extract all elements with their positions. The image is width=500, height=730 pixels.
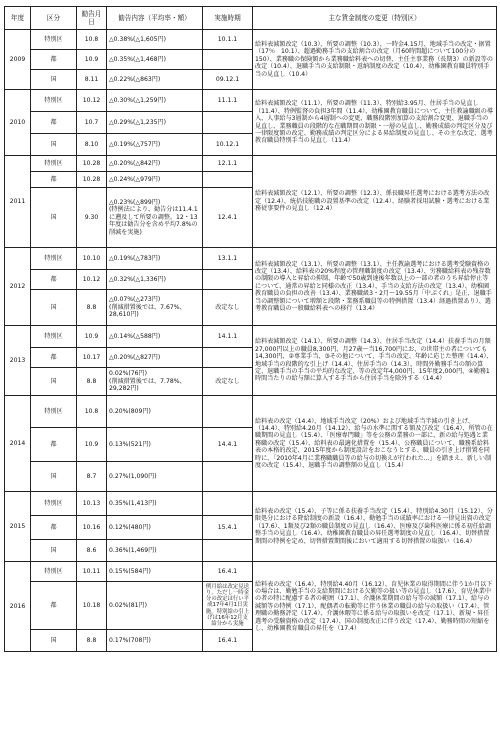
year-cell: 2010 [5,90,31,156]
kubun-cell: 国 [31,540,77,562]
kankoku-date-cell: 10.9 [77,428,107,462]
kankoku-content-cell: △0.20%(△842円) [107,156,203,172]
year-cell: 2009 [5,30,31,90]
changes-cell: 給料表減額改定（11.1）、所要の調整（11.3）、特別給3.95月、住居手当の見直し（11.4）、特例監督の負担3年間（11.4）、幼稚園教育職員について、主任教諭職級の導入、人事給与3層制から4層制への変更、職務段階別加算の支給割合変更、退職手当の見直し、業務職員の段階的な在職期間の制限・一層の見直し、勤務成績の判定区分及び一律限度額の改定、勤務成績の判定区分による昇給制度の見直し、その主な改定、選考教育職員特別手当の見直し（11.4） [253,90,497,156]
changes-cell: 給料表の改定（14.4）、地域手当改定（20%）および地域手当半減の引き上げ、（14.4）、特別給4.20月（14.12）、給与の水準に関する額及び改定（16.4）、所管の在職期間の見直し（15.4）、「医療専門職」等を公務の業務の一部に、新の給与処遇と業務職の改定（15.4）、給料表の最適化措置を（15.4）、公務職員について、職務系給料表の本格的改定、2015年度から制度設計をおこなうとする、職員の引き上げ措置を同時に、「2010年4月に業務職職員等の給与の切換えが行われた…」を踏まえ、新しい制度の改定（15.4）、退職手当の調整額の見直し（15.4） [253,396,497,492]
kubun-cell: 特別区 [31,90,77,112]
kankoku-content-cell: △0.23%(△899円) (特例法により、勧告分は11.4.1に遡及して所要の調整。12・13年度は勧告分を含め平均7.8%の削減を実施) [107,188,203,248]
kankoku-content-cell: 0.02%(76円) (削減措置後では、7.78%、29,282円) [107,368,203,396]
header-changes: 主な賃金制度の変更（特別区） [253,7,497,30]
implementation-cell: 15.4.1 [203,516,253,540]
kankoku-date-cell: 9.30 [77,188,107,248]
kubun-cell: 都 [31,112,77,134]
table-row [5,248,497,270]
kankoku-content-cell: △0.24%(△979円) [107,172,203,188]
year-cell: 2016 [5,562,31,652]
kankoku-content-cell: 0.12%(480円) [107,516,203,540]
kubun-cell: 都 [31,348,77,368]
kankoku-date-cell: 8.8 [77,290,107,326]
implementation-cell: 10.12.1 [203,134,253,156]
kubun-cell: 特別区 [31,156,77,172]
kankoku-date-cell: 10.13 [77,492,107,516]
header-row [5,7,497,30]
year-cell: 2014 [5,396,31,492]
kankoku-date-cell: 10.16 [77,516,107,540]
kubun-cell: 特別区 [31,396,77,428]
table-row [5,30,497,50]
kubun-cell: 特別区 [31,30,77,50]
kankoku-date-cell: 10.8 [77,30,107,50]
kankoku-content-cell: 0.20%(809円) [107,396,203,428]
kankoku-date-cell: 10.28 [77,156,107,172]
kubun-cell: 都 [31,270,77,290]
implementation-cell: 14.1.1 [203,326,253,348]
table-row [5,156,497,172]
kankoku-content-cell: 0.17%(708円) [107,630,203,652]
kubun-cell: 国 [31,134,77,156]
kubun-cell: 国 [31,462,77,492]
kankoku-content-cell: △0.07%(△273円) (削減措置後では、7.67%、28,610円) [107,290,203,326]
kankoku-date-cell: 10.9 [77,326,107,348]
changes-cell: 給料表減額改定（13.1）、所要の調整（13.1）、主任教諭選考における選考受験資格の改定（13.4）、給料表の20%程度の管理職制度の改定（13.4）、労務職給料表の残存数の制限の導入と昇給の抑制、年齢で50歳到達後年数以上の一部の者のうち昇給停止等について、通常の昇給と同様の改正（13.4）、手当の支給方法の改定（13.4）、幼稚園教育職員の負担の改善（13.4）、業務職級3・2月～19.55月「中ぷくれ」是正、退職手当の調整額について増額と段階・業務系職員等の特例措置（13.4）経過措置あり）、選考教育職員の一般職給料表への移行（13.4） [253,248,497,326]
implementation-cell: 10.1.1 [203,30,253,50]
kankoku-date-cell: 10.9 [77,50,107,70]
kankoku-date-cell: 8.7 [77,462,107,492]
changes-cell: 給料表の改定（15.4）、子等に係る扶養手当改定（15.4）、特別給4.30月（15.12）、分限処分における降給制度の新設（16.4）、勤勉手当の成績率における一律見出資の改定（17.6）、1類及び2類の職員制度の見直し（16.4）、医療及び歯科医療に係る初任給調整手当の見直し（16.4）、幼稚園教育職員の昇任選考制度の見直し（16.4）、切替措置期間の特例を定め、切替措置期間後において適用する切替措置の取扱い（16.4） [253,492,497,562]
kubun-cell: 都 [31,582,77,630]
kankoku-date-cell: 10.11 [77,562,107,582]
year-cell: 2012 [5,248,31,326]
kankoku-date-cell: 10.12 [77,90,107,112]
kankoku-content-cell: △0.29%(△1,235円) [107,112,203,134]
kankoku-date-cell: 8.6 [77,540,107,562]
kankoku-content-cell: △0.22%(△863円) [107,70,203,90]
kankoku-content-cell: 0.35%(1,413円) [107,492,203,516]
kankoku-content-cell: △0.38%(△1,605円) [107,30,203,50]
year-cell: 2011 [5,156,31,248]
implementation-cell: 改定なし [203,368,253,396]
kankoku-date-cell: 8.10 [77,134,107,156]
kubun-cell: 都 [31,428,77,462]
header-kubun: 区分 [31,7,77,30]
header-implementation: 実施時期 [203,7,253,30]
kubun-cell: 国 [31,368,77,396]
kankoku-date-cell: 8.8 [77,368,107,396]
implementation-cell [203,540,253,562]
implementation-cell: 12.4.1 [203,188,253,248]
kankoku-content-cell: 0.36%(1,469円) [107,540,203,562]
implementation-cell: 09.12.1 [203,70,253,90]
kankoku-date-cell: 10.17 [77,348,107,368]
changes-cell: 給料表減額改定（10.3）、所要の調整（10.3）、一時金4.15月、地域手当の改定・据置（17％ 10.1）、超過勤務手当の支給割合の改定（月60時間超について100分の150）、業務職の保険額から業務職給料表への切替、主任主事業務（長期3）の新設等の改定（10.4）、退職手当の支給制限・返納制度の改定（10.4）、幼稚園教育職員特別手当の見直し（10.4） [253,30,497,90]
kubun-cell: 都 [31,50,77,70]
table-row [5,562,497,582]
kankoku-date-cell: 10.8 [77,396,107,428]
kankoku-content-cell: 0.27%(1,090円) [107,462,203,492]
table-row [5,90,497,112]
kankoku-date-cell: 8.8 [77,630,107,652]
kubun-cell: 国 [31,290,77,326]
implementation-cell: 14.4.1 [203,428,253,462]
implementation-cell: 改定なし [203,290,253,326]
implementation-cell: 13.1.1 [203,248,253,270]
implementation-cell [203,348,253,368]
table-row [5,492,497,516]
implementation-cell: 16.4.1 [203,562,253,582]
implementation-cell: 16.4.1 [203,630,253,652]
kankoku-date-cell: 10.18 [77,582,107,630]
implementation-cell: 12.1.1 [203,156,253,172]
kankoku-content-cell: △0.35%(△1,468円) [107,50,203,70]
table-body [5,30,497,652]
kankoku-content-cell: △0.32%(△1,336円) [107,270,203,290]
kubun-cell: 国 [31,70,77,90]
year-cell: 2015 [5,492,31,562]
kubun-cell: 特別区 [31,562,77,582]
kubun-cell: 国 [31,630,77,652]
header-kankoku-date: 勧告月日 [77,7,107,30]
implementation-cell [203,50,253,70]
kankoku-content-cell: 0.02%(81円) [107,582,203,630]
kubun-cell: 都 [31,172,77,188]
changes-cell: 給料表減額改定（14.1）、所要の調整（14.3）、住居手当改定（14.4）扶養手当の月額27,000円以上の職員8,300円、月27歳～当16,700円にお、の世帯主の者についても14,300円、②専業手当、③その他について、手当の改定、年齢に応じた整理（14.4）、地域手当の段階的な引上げ（14.4）、住居手当の（14.3）、時間外勤務手当の額の算定、退職手当の手当の平均的な改定、等の改定年4,000円、15年度2,000円、④勤務1時間当たりの給与額に算入する手当から住居手当を除外する（14.4） [253,326,497,396]
table-row [5,396,497,428]
kankoku-date-cell: 10.7 [77,112,107,134]
implementation-cell: 例月給は改定見送り。ただし一時金分の改定は行い平成17年4月1日実施。特別給の引上げは16年12月支給分から実施 [203,582,253,630]
kankoku-date-cell: 8.11 [77,70,107,90]
kubun-cell: 特別区 [31,248,77,270]
implementation-cell [203,270,253,290]
kubun-cell: 特別区 [31,492,77,516]
kankoku-date-cell: 10.28 [77,172,107,188]
kubun-cell: 国 [31,188,77,248]
kankoku-content-cell: 0.13%(521円) [107,428,203,462]
header-year: 年度 [5,7,31,30]
implementation-cell [203,462,253,492]
implementation-cell: 11.1.1 [203,90,253,112]
changes-cell: 給料表減額改定（12.1）、所要の調整（12.3）、係長職昇任選考における選考方法の改定（12.4）、統括技能職の設置基準の改定（12.4）、経験者採用試験・選考における業務従事要件の見直し（12.4） [253,156,497,248]
kankoku-content-cell: 0.15%(584円) [107,562,203,582]
kankoku-content-cell: △0.20%(△827円) [107,348,203,368]
kankoku-content-cell: △0.14%(△588円) [107,326,203,348]
year-cell: 2013 [5,326,31,396]
implementation-cell [203,396,253,428]
kankoku-date-cell: 10.12 [77,270,107,290]
kankoku-content-cell: △0.19%(△757円) [107,134,203,156]
wage-history-table [4,6,497,652]
kubun-cell: 特別区 [31,326,77,348]
table-row [5,326,497,348]
header-kankoku-content: 勧告内容（平均率・額） [107,7,203,30]
kankoku-content-cell: △0.30%(△1,259円) [107,90,203,112]
implementation-cell [203,172,253,188]
kankoku-date-cell: 10.10 [77,248,107,270]
kubun-cell: 都 [31,516,77,540]
implementation-cell [203,112,253,134]
kankoku-content-cell: △0.19%(△783円) [107,248,203,270]
changes-cell: 給料表の改定（16.4）、特別給4.40月（16.12）、育児休業の取得期間に伴う1か月以下の場合は、勤勉手当の支給期間における欠勤等の扱い等の見直し（17.6）、育児休業中の者の特に配慮する者の範囲（17.1）、介護休業期間の給与等の減額（17.1）、給与の減額等の特例（17.1）、配偶者の転勤等に伴う休業の職員の給与の取扱い（17.4）、管理職の勤務評定（17.4）、介護休暇等に係る給与の取扱いを改定（17.1）、新規・昇任選考の受験資格の改定（17.4）、国の制度改正に伴う改定（17.4）、勤務時間の短縮をし、幼稚園教育職員の昇任を（17.4） [253,562,497,652]
implementation-cell [203,492,253,516]
